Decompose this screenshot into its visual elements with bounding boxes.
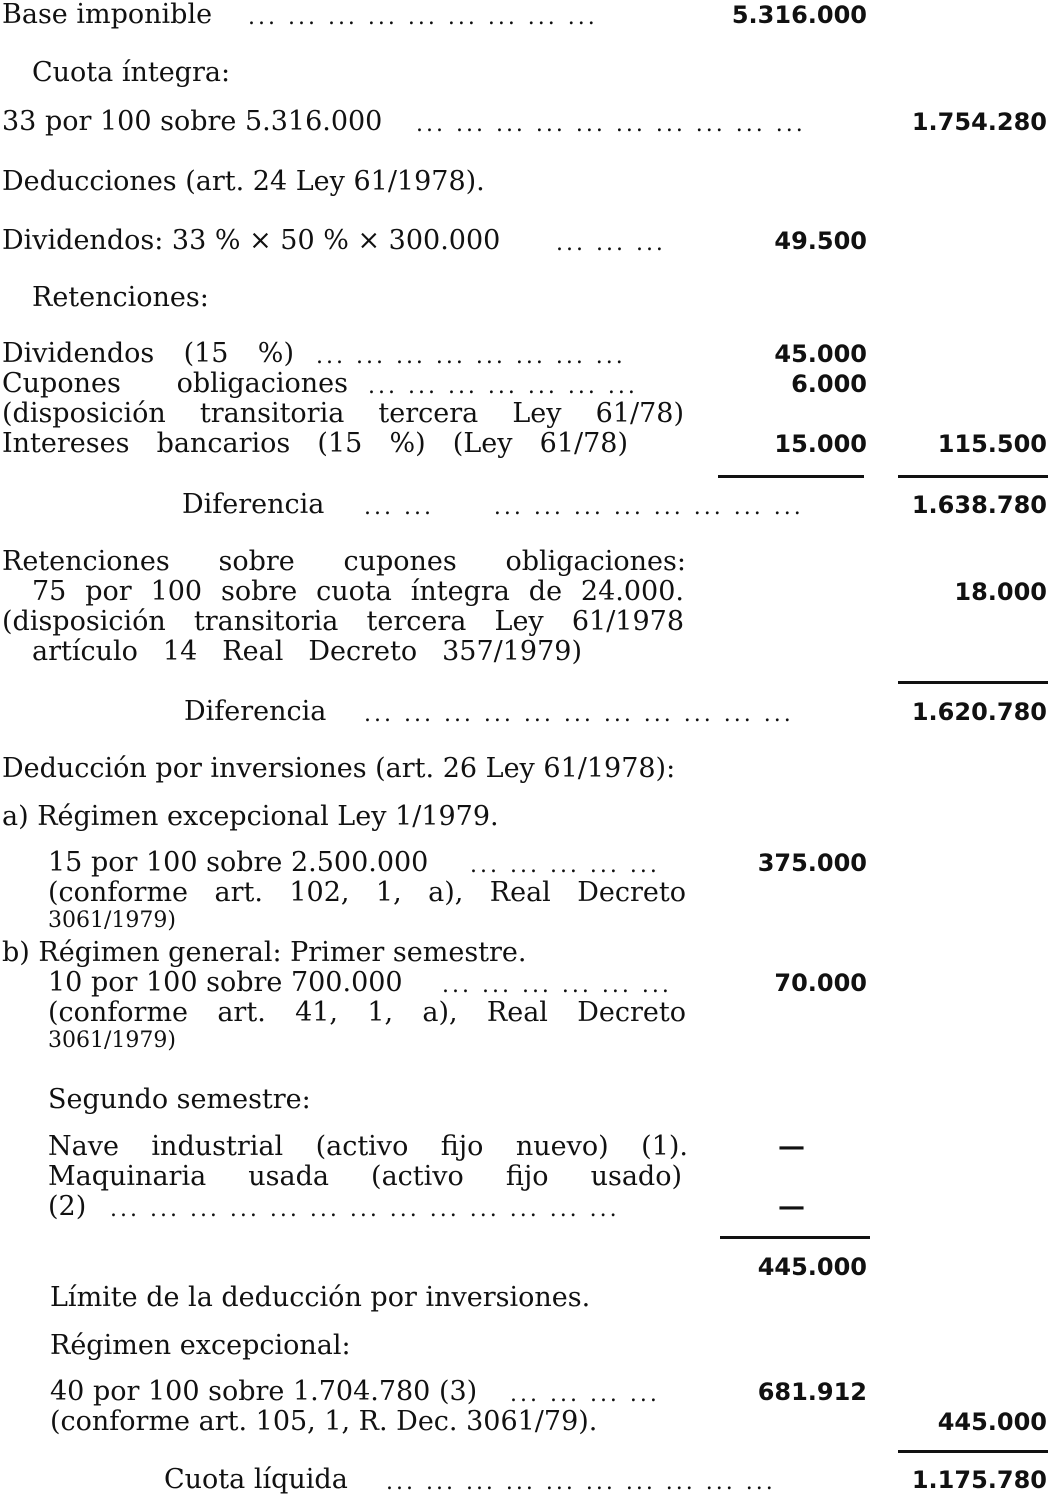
leader-dots: ... ... ... ... xyxy=(510,1382,660,1407)
ret-sobre-cupones-line: (disposición transitoria tercera Ley 61/1978 xyxy=(2,606,684,637)
base-imponible-label: Base imponible xyxy=(2,0,213,30)
leader-dots: ... ... ... ... ... ... ... xyxy=(368,374,638,399)
ret-dividendos-label: Dividendos (15 %) xyxy=(2,338,294,369)
dividendos-label: Dividendos: 33 % × 50 % × 300.000 xyxy=(2,225,501,256)
nave-label: Nave industrial (activo fijo nuevo) (1). xyxy=(48,1131,688,1162)
regimen-b-line: 3061/1979) xyxy=(48,1028,176,1053)
subtotal-inversiones-value: 445.000 xyxy=(757,1253,867,1281)
ret-cupones-label: Cupones obligaciones xyxy=(2,368,348,399)
leader-dots: ... ... ... ... ... ... ... ... ... ... xyxy=(416,112,806,137)
leader-dots: ... ... ... ... ... ... xyxy=(442,973,672,998)
ret-sobre-cupones-line: Retenciones sobre cupones obligaciones: xyxy=(2,546,686,577)
limite-note-value: 445.000 xyxy=(937,1408,1047,1436)
limite-heading: Límite de la deducción por inversiones. xyxy=(50,1282,591,1313)
subtotal-rule xyxy=(898,681,1048,684)
limite-calc-label: 40 por 100 sobre 1.704.780 (3) xyxy=(50,1376,478,1407)
diferencia-label: Diferencia xyxy=(182,489,325,520)
cuota-liquida-value: 1.175.780 xyxy=(911,1466,1047,1494)
ret-intereses-value: 15.000 xyxy=(774,430,867,458)
regimen-b-value: 70.000 xyxy=(774,969,867,997)
cuota-integra-label: 33 por 100 sobre 5.316.000 xyxy=(2,106,383,137)
regimen-a-line: (conforme art. 102, 1, a), Real Decreto xyxy=(48,877,686,908)
subtotal-rule xyxy=(898,1450,1048,1453)
limite-note-label: (conforme art. 105, 1, R. Dec. 3061/79). xyxy=(50,1406,598,1437)
subtotal-rule xyxy=(718,475,864,478)
cuota-integra-heading: Cuota íntegra: xyxy=(32,57,231,88)
deducciones-heading: Deducciones (art. 24 Ley 61/1978). xyxy=(2,166,485,197)
ret-dividendos-value: 45.000 xyxy=(774,340,867,368)
regimen-a-line: 15 por 100 sobre 2.500.000 xyxy=(48,847,429,878)
regimen-excepcional-heading: Régimen excepcional: xyxy=(50,1330,351,1361)
regimen-b-line: 10 por 100 sobre 700.000 xyxy=(48,967,403,998)
leader-dots: ... ... ... ... ... ... ... ... ... ... ... ... ... xyxy=(110,1197,620,1222)
leader-dots: ... ... ... ... ... ... ... ... xyxy=(316,344,626,369)
ret-cupones-note: (disposición transitoria tercera Ley 61/78) xyxy=(2,398,684,429)
ret-sobre-cupones-line: 75 por 100 sobre cuota íntegra de 24.000. xyxy=(32,576,684,607)
segundo-semestre-heading: Segundo semestre: xyxy=(48,1084,311,1115)
nave-value: — xyxy=(778,1131,805,1162)
regimen-b-line: (conforme art. 41, 1, a), Real Decreto xyxy=(48,997,686,1028)
diferencia-value: 1.620.780 xyxy=(911,698,1047,726)
cuota-liquida-label: Cuota líquida xyxy=(164,1464,348,1495)
subtotal-rule xyxy=(720,1236,870,1239)
ret-sobre-cupones-line: artículo 14 Real Decreto 357/1979) xyxy=(32,636,582,667)
dividendos-value: 49.500 xyxy=(774,227,867,255)
maquinaria-label: Maquinaria usada (activo fijo usado) xyxy=(48,1161,682,1192)
retenciones-total-value: 115.500 xyxy=(937,430,1047,458)
regimen-a-value: 375.000 xyxy=(757,849,867,877)
diferencia-value: 1.638.780 xyxy=(911,491,1047,519)
leader-dots: ... ... ... ... ... ... ... ... ... ... ... xyxy=(364,702,794,727)
base-imponible-value: 5.316.000 xyxy=(731,1,867,29)
deduccion-inversiones-heading: Deducción por inversiones (art. 26 Ley 61/1978): xyxy=(2,753,676,784)
limite-calc-value: 681.912 xyxy=(757,1378,867,1406)
regimen-a-heading: a) Régimen excepcional Ley 1/1979. xyxy=(2,801,499,832)
subtotal-rule xyxy=(898,475,1048,478)
diferencia-label: Diferencia xyxy=(184,696,327,727)
cuota-integra-value: 1.754.280 xyxy=(911,108,1047,136)
leader-dots: ... ... ... xyxy=(556,231,666,256)
ret-cupones-value: 6.000 xyxy=(791,370,867,398)
maquinaria-label: (2) xyxy=(48,1191,87,1222)
regimen-a-line: 3061/1979) xyxy=(48,908,176,933)
ret-intereses-label: Intereses bancarios (15 %) (Ley 61/78) xyxy=(2,428,628,459)
ret-sobre-cupones-value: 18.000 xyxy=(954,578,1047,606)
leader-dots: ... ... ... ... ... ... ... ... ... xyxy=(248,5,598,30)
regimen-b-heading: b) Régimen general: Primer semestre. xyxy=(2,937,527,968)
retenciones-heading: Retenciones: xyxy=(32,282,209,313)
leader-dots: ... ... ... ... ... ... ... ... ... ... xyxy=(364,495,804,520)
leader-dots: ... ... ... ... ... xyxy=(470,853,660,878)
maquinaria-value: — xyxy=(778,1191,805,1222)
leader-dots: ... ... ... ... ... ... ... ... ... ... xyxy=(386,1470,776,1495)
